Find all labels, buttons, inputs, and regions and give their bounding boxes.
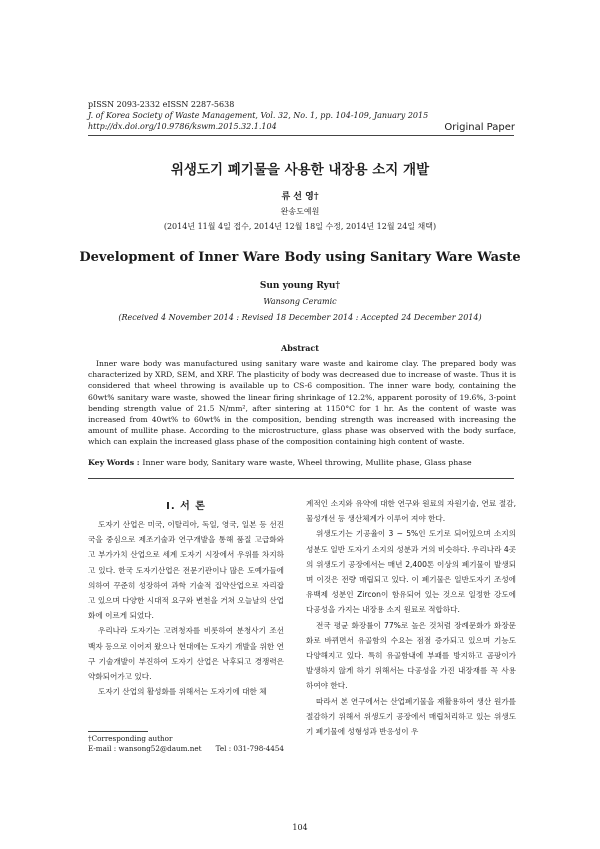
body-paragraph: 따라서 본 연구에서는 산업폐기물을 재활용하여 생산 원가를 절감하기 위해서 위생도기 공장에서 매립처리하고 있는 위생도기 폐기물에 성형성과 반응성이 우 [306, 696, 516, 737]
korean-dates: (2014년 11월 4일 접수, 2014년 12월 18일 수정, 2014년 12월 24일 채택) [163, 222, 437, 231]
keywords-rule [88, 478, 514, 479]
body-paragraph: 우리나라 도자기는 고려청자를 비롯하여 분청사기 조선백자 등으로 이어져 왔으나 현대에는 도자기 개발을 위한 연구 기술개발이 부진하여 도자기 산업은 낙후되고 경쟁력은 약화되어가고 있다. [88, 626, 284, 682]
body-column-left [88, 517, 284, 699]
english-affiliation: Wansong Ceramic [263, 297, 337, 306]
keywords-text: Inner ware body, Sanitary ware waste, Wheel throwing, Mullite phase, Glass phase [142, 458, 472, 467]
paper-type-label: Original Paper [444, 122, 515, 133]
footnote-email[interactable]: E-mail : wansong52@daum.net [88, 744, 202, 753]
body-paragraph: 위생도기는 기공율이 3 ~ 5%인 도기로 되어있으며 소지의 성분도 일반 도자기 소지의 성분과 거의 비슷하다. 우리나라 4곳의 위생도기 공장에서는 매년 2,400톤 이상의 폐기물이 발생되며 이것은 전량 매립되고 있다. 이 폐기물은 일반도자기 조성에 유백제 성분인 Zircon이 함유되어 있는 것으로 일정한 강도에 다공성을 가지는 내장용 소지 원료로 적합하다. [306, 529, 516, 615]
english-title: Development of Inner Ware Body using Sanitary Ware Waste [79, 250, 521, 265]
footnote [88, 734, 284, 754]
page-number: 104 [292, 823, 308, 832]
abstract-heading: Abstract [281, 343, 319, 353]
footnote-tel: Tel : 031-798-4454 [215, 744, 284, 753]
body-paragraph: 도자기 산업은 미국, 이탈리아, 독일, 영국, 일본 등 선진국을 중심으로 제조기술과 연구개발을 통해 품질 고급화와 고 부가가치 산업으로 세계 도자기 시장에서 우위를 차지하고 있다. 한국 도자기산업은 전문기관이나 많은 도예가들에 의하여 꾸준히 성장하여 과학 기술적 집약산업으로 자리잡고 있으며 다양한 시대적 요구와 변천을 거쳐 오늘날의 산업화에 이르게 되었다. [88, 520, 284, 621]
footnote-mark: †Corresponding author [88, 734, 173, 743]
korean-author: 류 선 영† [281, 192, 319, 202]
doi-link[interactable]: http://dx.doi.org/10.9786/kswm.2015.32.1.104 [88, 122, 277, 131]
body-paragraph: 도자기 산업의 활성화를 위해서는 도자기에 대한 체 [98, 687, 267, 697]
header-rule [88, 135, 514, 136]
issn-line: pISSN 2093-2332 eISSN 2287-5638 [88, 100, 235, 109]
english-author: Sun young Ryu† [259, 281, 341, 291]
journal-citation: J. of Korea Society of Waste Management, Vol. 32, No. 1, pp. 104-109, January 2015 [88, 111, 429, 120]
body-paragraph: 전국 평균 화장률이 77%로 높은 것처럼 장례문화가 화장문화로 바뀌면서 유골함의 수요는 점점 증가되고 있으며 기능도 다양해지고 있다. 특히 유골함내에 부패를 방지하고 곰팡이가 발생하지 않게 하기 위해서는 다공성을 가진 내장재를 꼭 사용하여야 한다. [306, 620, 516, 691]
korean-title: 위생도기 폐기물을 사용한 내장용 소지 개발 [170, 162, 430, 178]
abstract-text: Inner ware body was manufactured using sanitary ware waste and kairome clay. The prepared body was characterized by XRD, SEM, and XRF. The plasticity of body was decreased due to increase of waste. Thus it is considered that wheel throwing is available up to CS-6 composition. The inner ware body, containing the 60wt% sanitary ware waste, showed the linear firing shrinkage of 12.2%, apparent porosity of 19.6%, 3-point bending strength value of 21.5 N/mm², after sintering at 1150°C for 1 hr. As the content of waste was increased from 40wt% to 60wt% in the composition, bending strength was increased with increasing the amount of mullite phase. According to the microstructure, glass phase was observed with the body surface, which can explain the increased glass phase of the composition containing high content of waste. [88, 359, 516, 447]
body-paragraph: 계적인 소지와 유약에 대한 연구와 원료의 자원기술, 연료 절감, 물성개선 등 생산체계가 이루어 져야 한다. [306, 499, 516, 524]
section-heading-intro: I. 서 론 [166, 501, 206, 512]
body-column-right [306, 496, 516, 739]
english-dates: (Received 4 November 2014 : Revised 18 December 2014 : Accepted 24 December 2014) [118, 313, 482, 322]
korean-affiliation: 완송도예원 [280, 207, 320, 216]
footnote-rule [88, 731, 148, 732]
keywords-label: Key Words : [88, 458, 143, 467]
keywords [88, 458, 516, 467]
